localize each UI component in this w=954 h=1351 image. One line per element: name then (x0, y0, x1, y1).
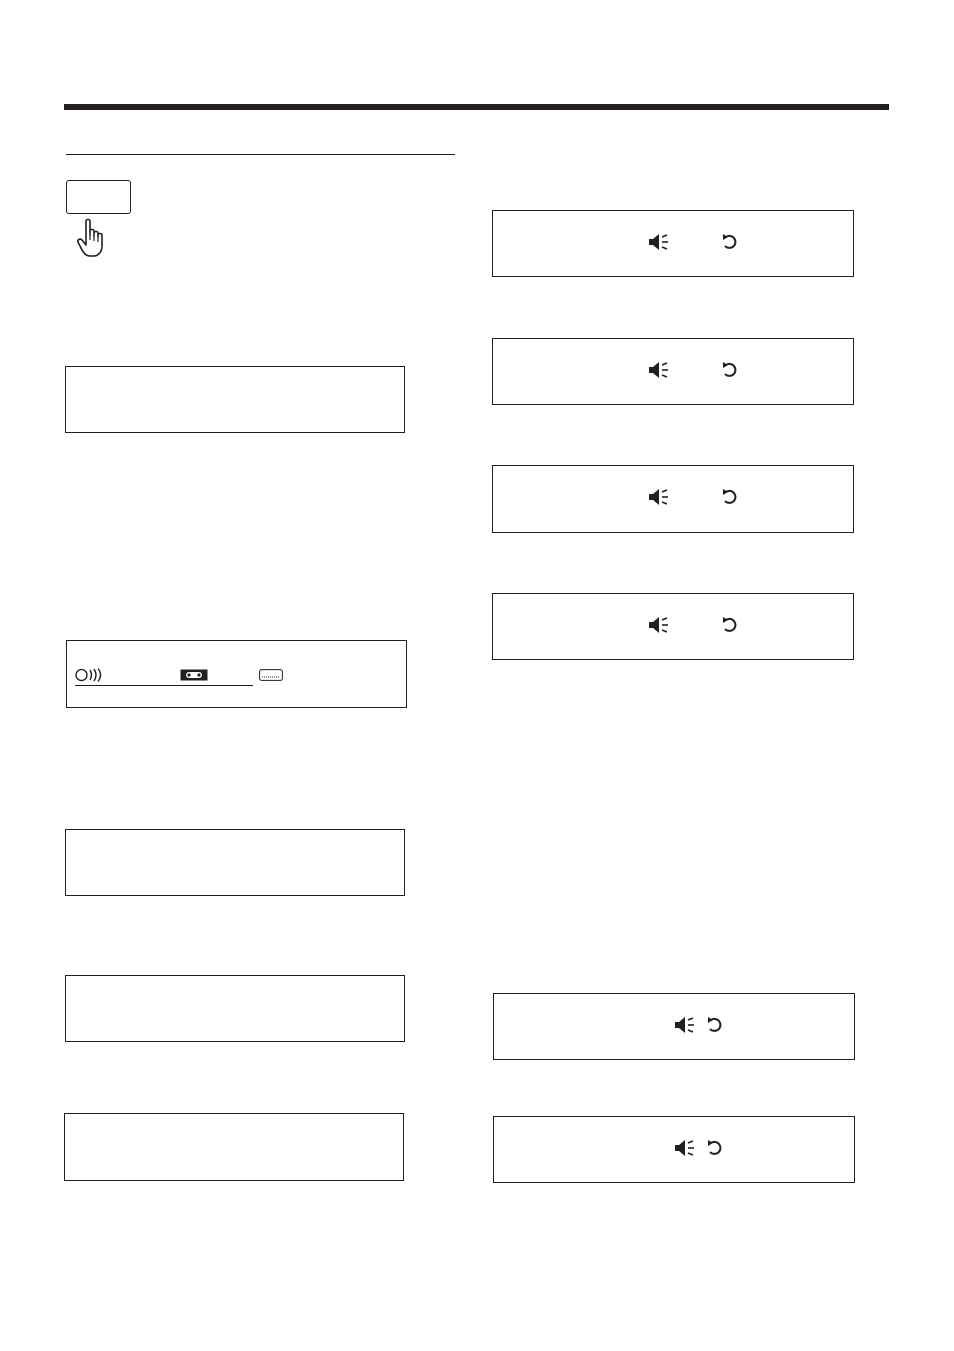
repeat-arrow-icon (707, 1140, 723, 1158)
lcd-display (493, 1116, 855, 1183)
repeat-arrow-icon (722, 234, 738, 252)
remote-key-button[interactable] (66, 180, 131, 214)
repeat-arrow-icon (722, 362, 738, 380)
speaker-volume-icon (648, 233, 670, 251)
lcd-display (65, 366, 405, 433)
speaker-volume-icon (648, 616, 670, 634)
speaker-volume-icon (648, 488, 670, 506)
speaker-volume-icon (674, 1016, 696, 1034)
lcd-display (492, 593, 854, 660)
lcd-display (64, 1113, 404, 1181)
lcd-display (492, 210, 854, 277)
lcd-display-status (66, 640, 407, 708)
finger-press-icon (76, 218, 110, 260)
lcd-display (492, 338, 854, 405)
page-header-rule (64, 104, 889, 110)
speaker-volume-icon (648, 361, 670, 379)
lcd-display (492, 465, 854, 533)
repeat-arrow-icon (722, 489, 738, 507)
lcd-display (65, 829, 405, 896)
disc-signal-icon (75, 668, 105, 682)
status-underline (75, 685, 253, 686)
section-heading-rule (66, 154, 455, 155)
repeat-arrow-icon (707, 1017, 723, 1035)
lcd-display (65, 975, 405, 1042)
speaker-volume-icon (674, 1139, 696, 1157)
lcd-display (493, 993, 855, 1060)
card-icon (259, 669, 283, 681)
tape-icon (180, 669, 208, 681)
repeat-arrow-icon (722, 617, 738, 635)
